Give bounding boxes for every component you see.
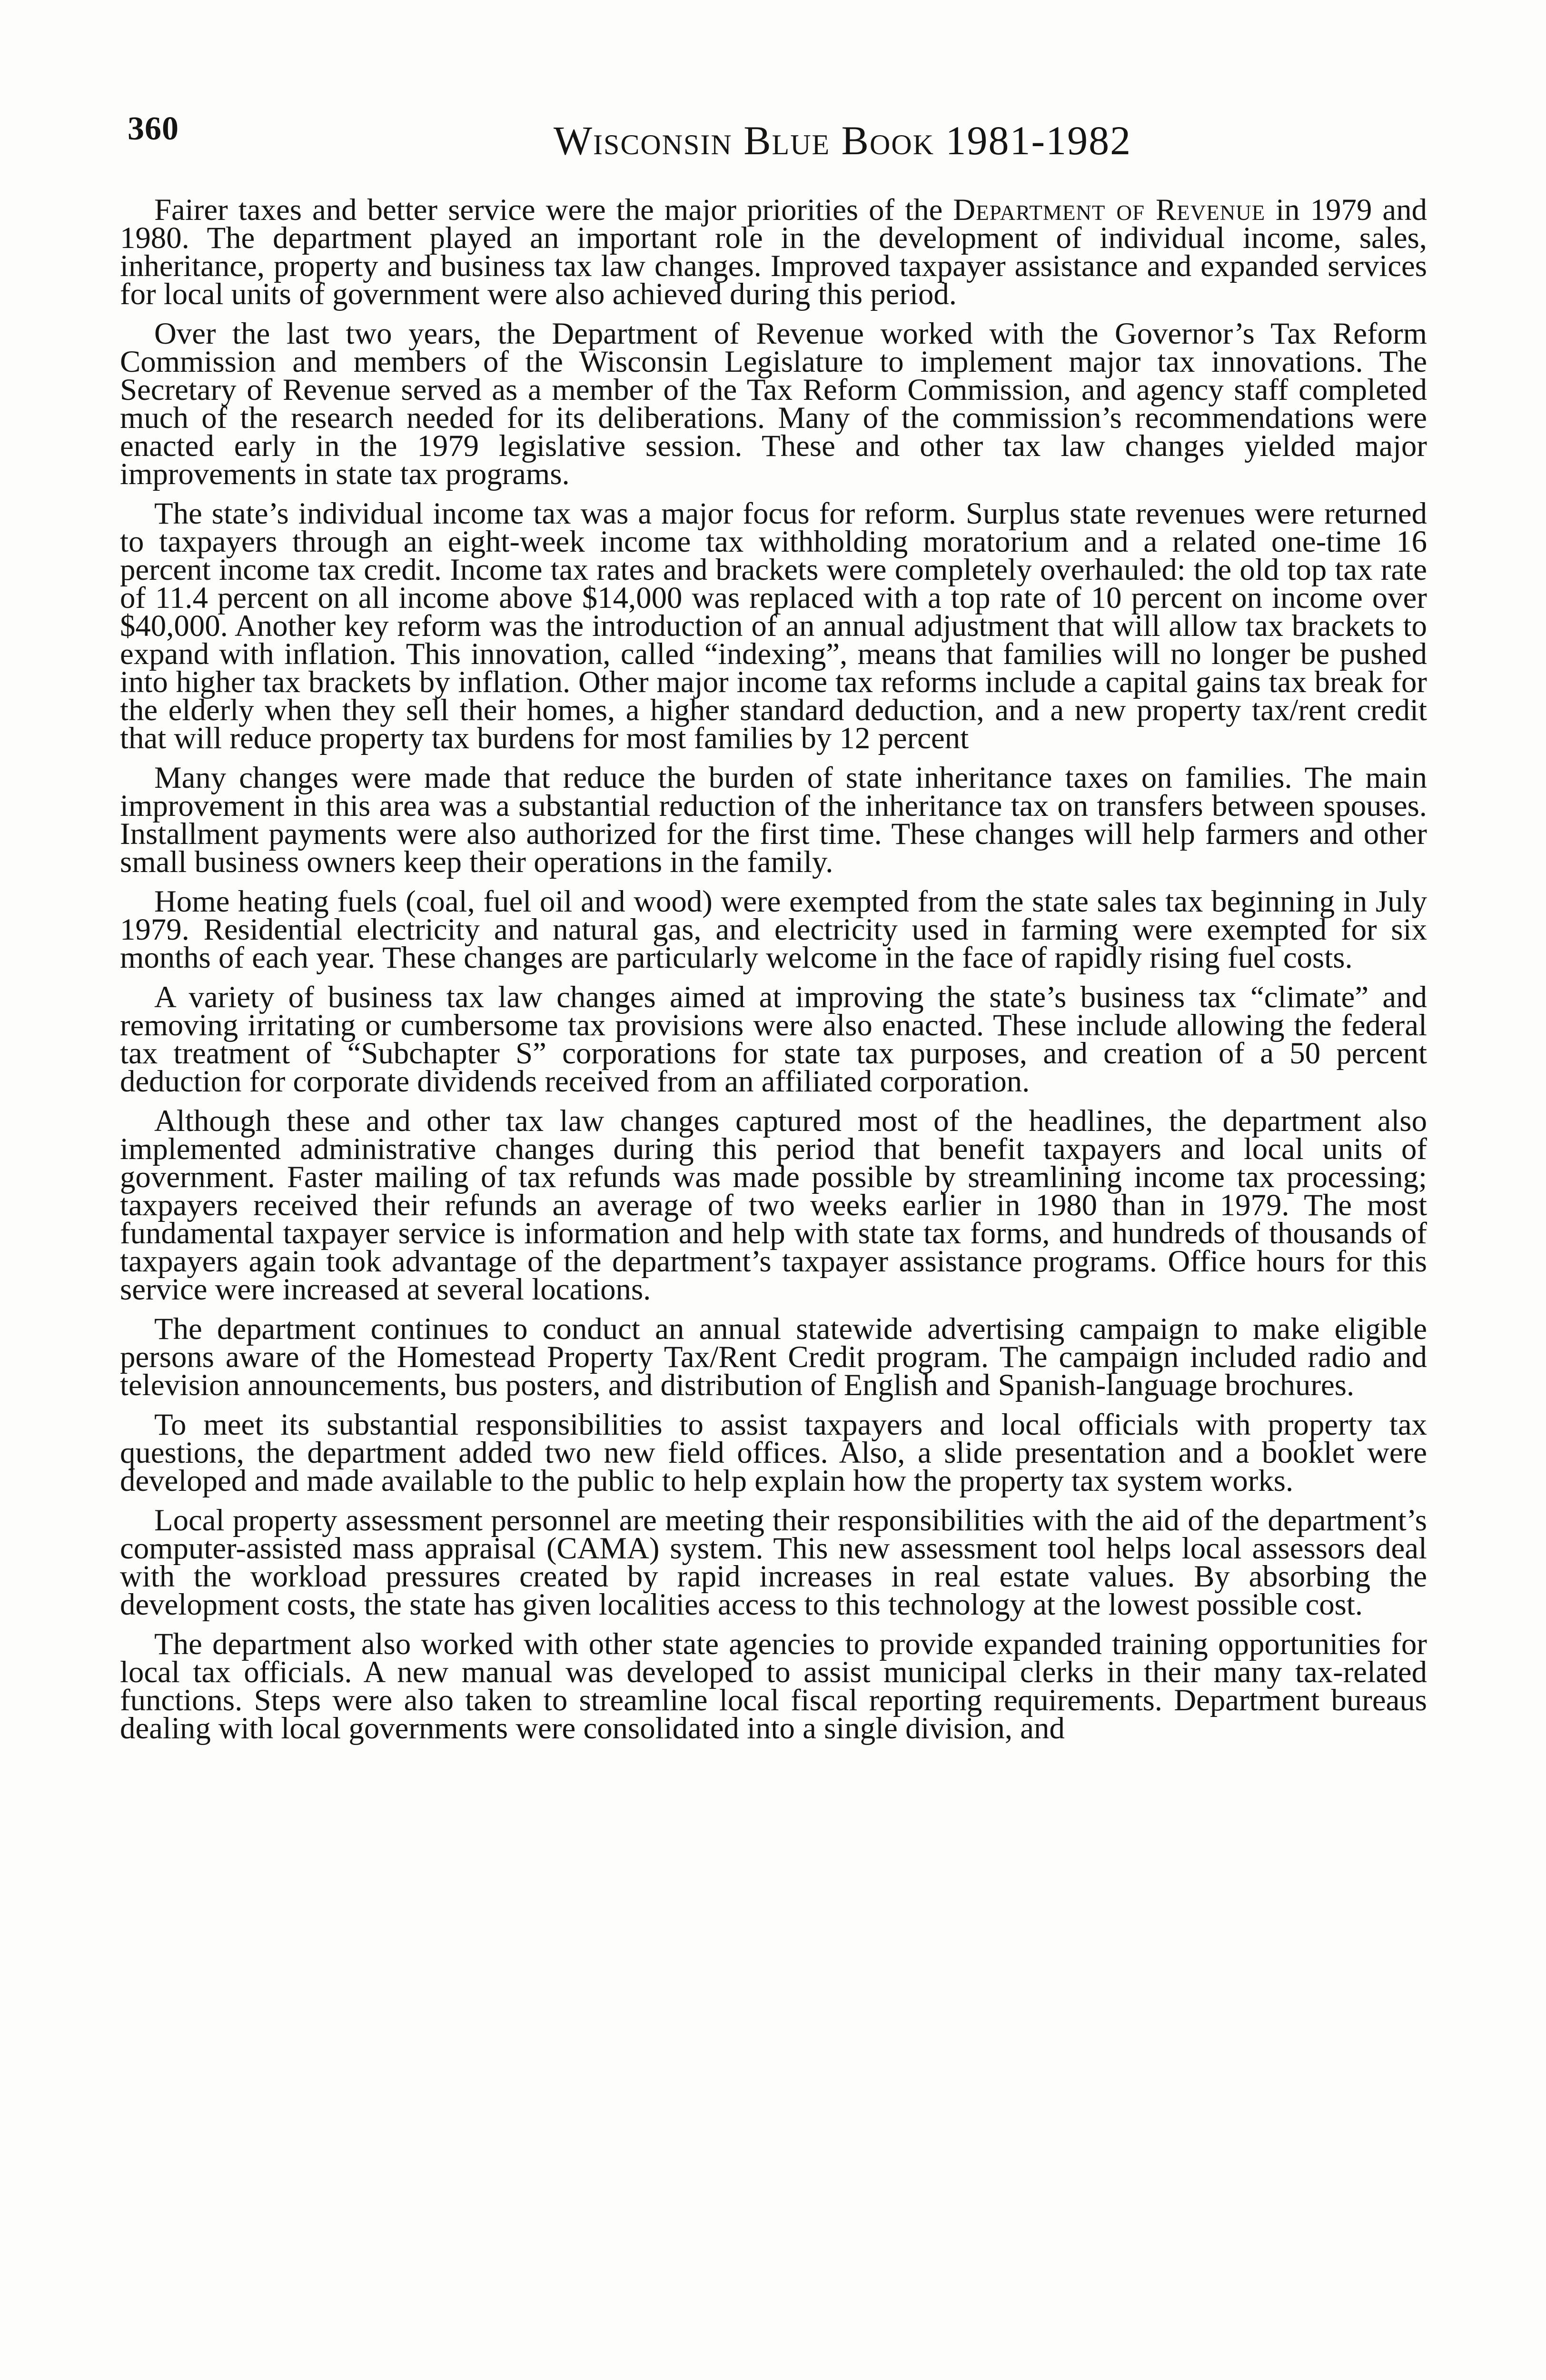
page-header xyxy=(0,0,1546,190)
department-name: Department of Revenue xyxy=(953,196,1266,227)
page-number: 360 xyxy=(128,110,179,147)
paragraph-field-offices: To meet its substantial responsibilities to assist taxpayers and local officials with property tax questions, the department added two new field offices. Also, a slide presentation and a booklet were developed and made available to the public to help explain how the property tax system works. xyxy=(120,1408,1427,1498)
running-head: Wisconsin Blue Book 1981-1982 xyxy=(553,118,1132,163)
paragraph-business-tax: A variety of business tax law changes aimed at improving the state’s business tax “climate” and removing irritating or cumbersome tax provisions were also enacted. These include allowing the federal tax treatment of “Subchapter S” corporations for state tax purposes, and creation of a 50 percent deduction for corporate dividends received from an affiliated corporation. xyxy=(120,980,1427,1099)
paragraph-priorities-rest: in 1979 and 1980. The department played an important role in the development of individual income, sales, inheritance, property and business tax law changes. Improved taxpayer assistance and expanded services for local units of government were also achieved during this period. xyxy=(120,196,1427,311)
paragraph-priorities-lead: Fairer taxes and better service were the major priorities of the xyxy=(154,196,953,227)
body-text xyxy=(120,196,1427,2367)
paragraph-priorities xyxy=(120,196,1427,311)
paragraph-inheritance-tax: Many changes were made that reduce the burden of state inheritance taxes on families. The main improvement in this area was a substantial reduction of the inheritance tax on transfers between spouses. Installment payments were also authorized for the first time. These changes will help farmers and other small business owners keep their operations in the family. xyxy=(120,761,1427,879)
paragraph-training: The department also worked with other state agencies to provide expanded training opportunities for local tax officials. A new manual was developed to assist municipal clerks in their many tax-related functions. Steps were also taken to streamline local fiscal reporting requirements. Department bureaus dealing with local governments were consolidated into a single division, and xyxy=(120,1627,1427,1745)
paragraph-heating-fuels: Home heating fuels (coal, fuel oil and wood) were exempted from the state sales tax beginning in July 1979. Residential electricity and natural gas, and electricity used in farming were exempted for six months of each year. These changes are particularly welcome in the face of rapidly rising fuel costs. xyxy=(120,884,1427,975)
paragraph-income-tax-reform: The state’s individual income tax was a major focus for reform. Surplus state revenues were returned to taxpayers through an eight-week income tax withholding moratorium and a related one-time 16 percent income tax credit. Income tax rates and brackets were completely overhauled: the old top tax rate of 11.4 percent on all income above $14,000 was replaced with a top rate of 10 percent on income over $40,000. Another key reform was the introduction of an annual adjustment that will allow tax brackets to expand with inflation. This innovation, called “indexing”, means that families will no longer be pushed into higher tax brackets by inflation. Other major income tax reforms include a capital gains tax break for the elderly when they sell their homes, a higher standard deduction, and a new property tax/rent credit that will reduce property tax burdens for most families by 12 percent xyxy=(120,496,1427,755)
paragraph-tax-reform-commission: Over the last two years, the Department of Revenue worked with the Governor’s Tax Reform Commission and members of the Wisconsin Legislature to implement major tax innovations. The Secretary of Revenue served as a member of the Tax Reform Commission, and agency staff completed much of the research needed for its deliberations. Many of the commission’s recommendations were enacted early in the 1979 legislative session. These and other tax law changes yielded major improvements in state tax programs. xyxy=(120,317,1427,491)
paragraph-administrative-changes: Although these and other tax law changes captured most of the headlines, the department also implemented administrative changes during this period that benefit taxpayers and local units of government. Faster mailing of tax refunds was made possible by streamlining income tax processing; taxpayers received their refunds an average of two weeks earlier in 1980 than in 1979. The most fundamental taxpayer service is information and help with state tax forms, and hundreds of thousands of taxpayers again took advantage of the department’s taxpayer assistance programs. Office hours for this service were increased at several locations. xyxy=(120,1104,1427,1307)
paragraph-advertising-campaign: The department continues to conduct an annual statewide advertising campaign to make eligible persons aware of the Homestead Property Tax/Rent Credit program. The campaign included radio and television announcements, bus posters, and distribution of English and Spanish-language brochures. xyxy=(120,1312,1427,1402)
paragraph-cama-system: Local property assessment personnel are meeting their responsibilities with the aid of the department’s computer-assisted mass appraisal (CAMA) system. This new assessment tool helps local assessors deal with the workload pressures created by rapid increases in real estate values. By absorbing the development costs, the state has given localities access to this technology at the lowest possible cost. xyxy=(120,1503,1427,1622)
